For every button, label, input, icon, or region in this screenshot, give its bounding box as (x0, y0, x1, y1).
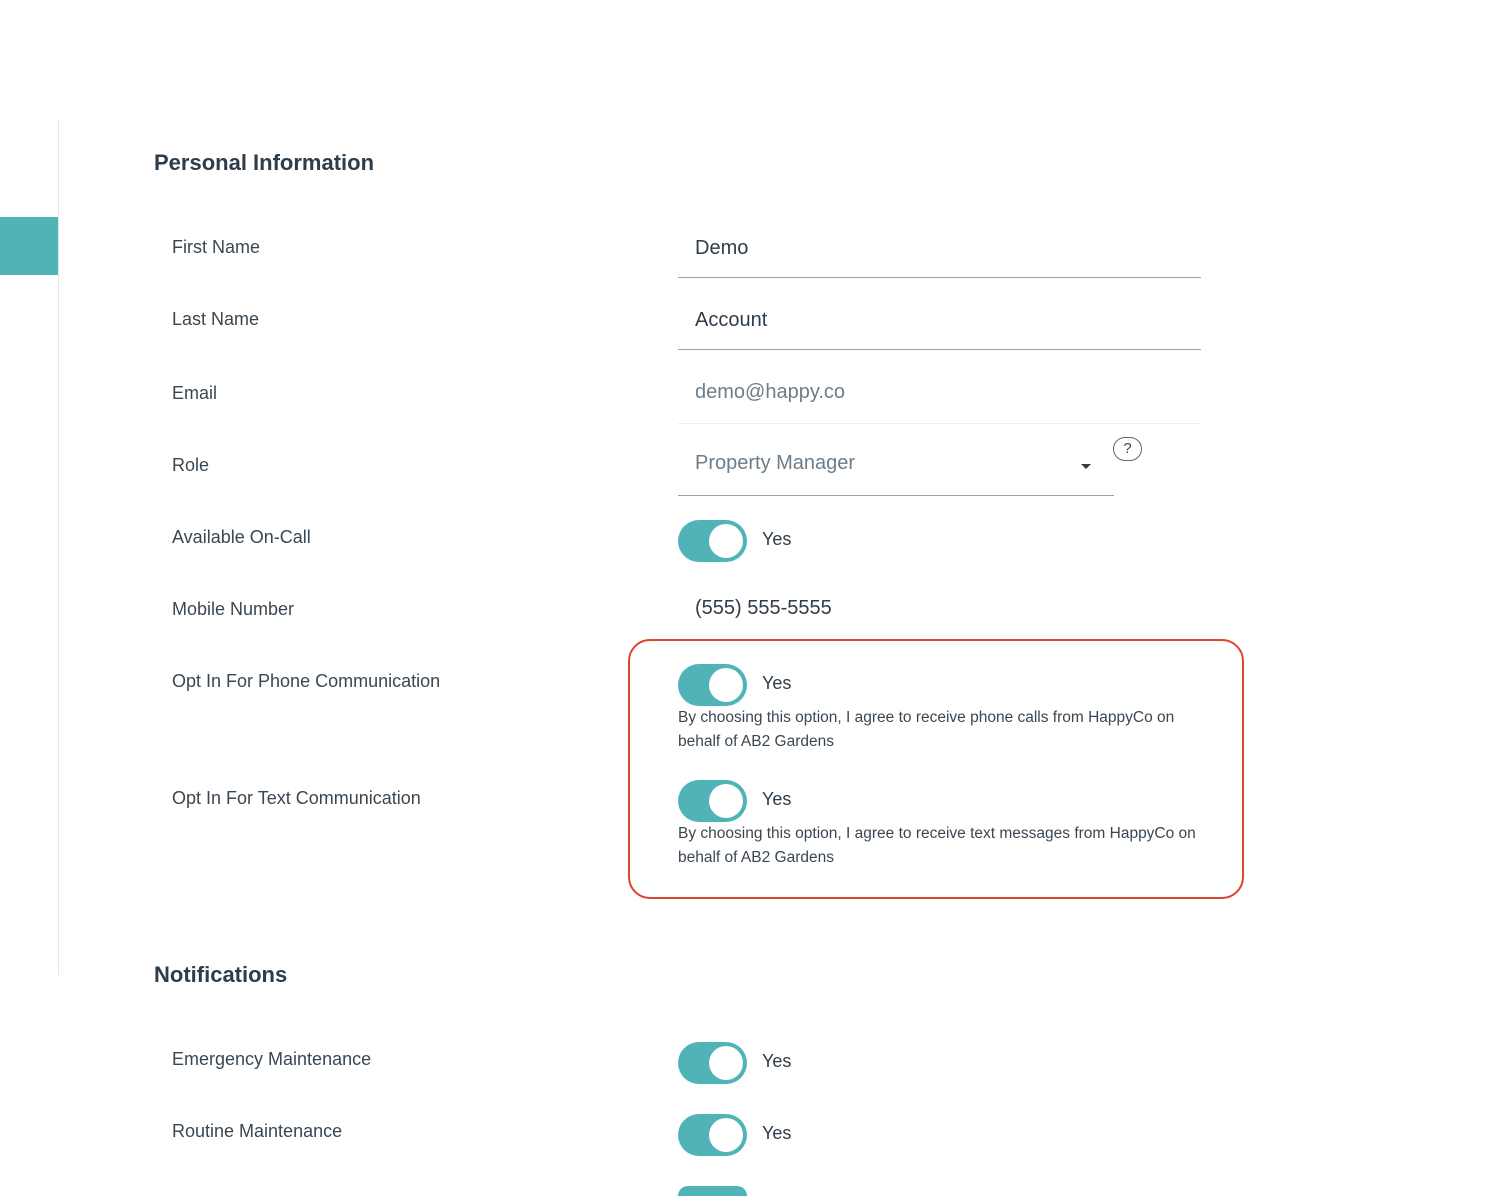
role-select[interactable]: Property Manager (695, 452, 856, 474)
role-underline (678, 495, 1114, 496)
sidebar-divider (58, 120, 59, 975)
toggle-knob (709, 524, 743, 558)
routine-maintenance-label: Routine Maintenance (172, 1121, 343, 1141)
emergency-maintenance-label: Emergency Maintenance (172, 1049, 372, 1069)
toggle-knob (709, 668, 743, 702)
email-label: Email (172, 383, 218, 403)
on-call-label: Available On-Call (172, 527, 311, 547)
routine-maintenance-toggle-text: Yes (762, 1123, 792, 1143)
section-title-personal-information: Personal Information (154, 150, 375, 175)
mobile-number-label: Mobile Number (172, 599, 295, 619)
last-name-label: Last Name (172, 309, 260, 329)
text-opt-in-toggle-text: Yes (762, 789, 792, 809)
last-name-underline (678, 349, 1201, 350)
routine-maintenance-toggle[interactable] (678, 1114, 747, 1156)
phone-consent-text: By choosing this option, I agree to receive phone calls from HappyCo on behalf of AB2 Gardens (678, 709, 1175, 750)
text-consent-text: By choosing this option, I agree to receive text messages from HappyCo on behalf of AB2 Gardens (678, 825, 1196, 866)
text-opt-in-toggle[interactable] (678, 780, 747, 822)
email-underline (678, 423, 1201, 424)
first-name-label: First Name (172, 237, 261, 257)
sidebar-active-item[interactable] (0, 217, 58, 275)
phone-opt-in-label: Opt In For Phone Communication (172, 671, 441, 691)
emergency-maintenance-toggle[interactable] (678, 1042, 747, 1084)
toggle-knob (709, 1118, 743, 1152)
email-field: demo@happy.co (695, 381, 846, 403)
on-call-toggle-text: Yes (762, 529, 792, 549)
section-title-notifications: Notifications (154, 962, 288, 987)
text-opt-in-label: Opt In For Text Communication (172, 788, 421, 808)
role-label: Role (172, 455, 210, 475)
first-name-underline (678, 277, 1201, 278)
last-name-input[interactable]: Account (695, 309, 768, 331)
chevron-down-icon[interactable] (1081, 464, 1091, 469)
next-notification-toggle[interactable] (678, 1186, 747, 1196)
phone-opt-in-toggle-text: Yes (762, 673, 792, 693)
toggle-knob (709, 784, 743, 818)
phone-opt-in-toggle[interactable] (678, 664, 747, 706)
emergency-maintenance-toggle-text: Yes (762, 1051, 792, 1071)
help-icon[interactable]: ? (1113, 437, 1142, 461)
on-call-toggle[interactable] (678, 520, 747, 562)
toggle-knob (709, 1046, 743, 1080)
first-name-input[interactable]: Demo (695, 237, 749, 259)
mobile-number-value: (555) 555-5555 (695, 597, 832, 619)
